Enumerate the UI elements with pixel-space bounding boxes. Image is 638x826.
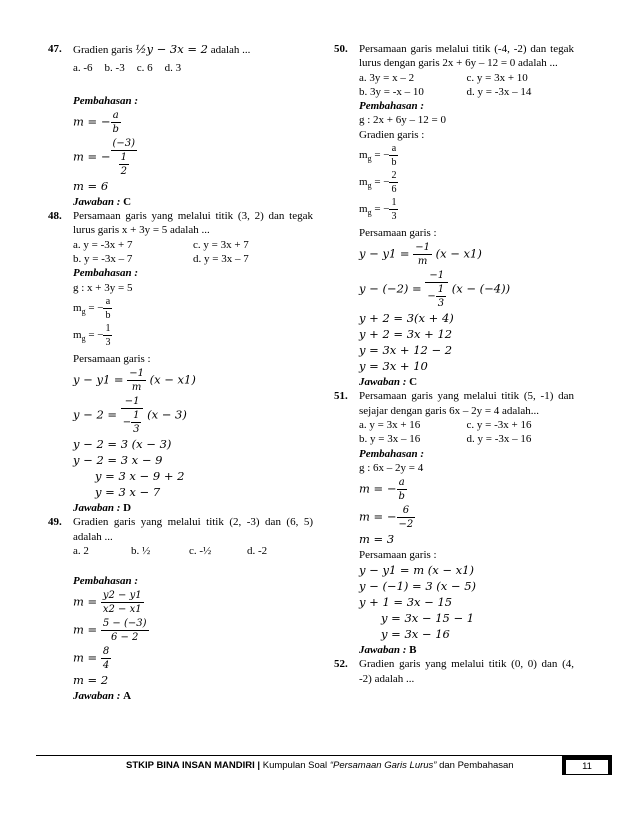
footer-text bbox=[126, 760, 514, 771]
persamaan-heading: Persamaan garis : bbox=[359, 227, 437, 240]
solution-step: y − y1 = $\frac{-1}{m}$ (x − x1) bbox=[73, 368, 196, 394]
solution-step: y = 3 x − 9 + 2 bbox=[95, 469, 185, 484]
options bbox=[73, 544, 313, 558]
pembahasan-heading: Pembahasan : bbox=[73, 94, 139, 107]
option: d. y = -3x – 14 bbox=[466, 85, 532, 98]
page-number: 11 bbox=[566, 760, 608, 774]
solution-step: m = − $\frac{(-3)}{\frac{1}{2}}$ bbox=[73, 137, 136, 177]
solution-step: m = 3 bbox=[359, 532, 395, 547]
option: b. y = -3x – 7 bbox=[73, 253, 133, 266]
jawaban: Jawaban : D bbox=[73, 501, 132, 514]
right-column bbox=[334, 42, 574, 686]
solution-step: m = $\frac{y2 - y1}{x2 - x1}$ bbox=[73, 590, 142, 616]
footer-title: “Persamaan Garis Lurus” bbox=[329, 760, 437, 771]
solution-step: y + 2 = 3(x + 4) bbox=[359, 311, 454, 326]
footer-separator: | bbox=[254, 760, 263, 771]
question-stem: Persamaan garis yang melalui titik (3, 2) dan tegak lurus garis x + 3y = 5 adalah ... bbox=[73, 210, 313, 237]
solution-step: y = 3x − 16 bbox=[381, 627, 450, 642]
option: a. y = -3x + 7 bbox=[73, 238, 133, 251]
solution-step: y − y1 = m (x − x1) bbox=[359, 563, 474, 578]
question-stem-end: adalah ... bbox=[210, 44, 251, 56]
question-49 bbox=[48, 515, 313, 544]
solution-step: y − 2 = 3 (x − 3) bbox=[73, 437, 172, 452]
solution-step: m = $\frac{8}{4}$ bbox=[73, 646, 110, 672]
question-number: 49. bbox=[48, 516, 62, 529]
persamaan-heading: Persamaan garis : bbox=[73, 352, 151, 365]
solution-step: y = 3x + 12 − 2 bbox=[359, 343, 453, 358]
question-number: 47. bbox=[48, 43, 62, 55]
question-number: 50. bbox=[334, 43, 348, 55]
given-line: g : x + 3y = 5 bbox=[73, 281, 133, 294]
jawaban: Jawaban : A bbox=[73, 690, 132, 703]
gradient-step: $m_g$ = − $\frac{1}{3}$ bbox=[359, 197, 397, 223]
footer-post: dan Pembahasan bbox=[436, 760, 514, 771]
page-number-box bbox=[562, 756, 612, 775]
solution-step: m = 6 bbox=[73, 178, 109, 193]
question-stem: Gradien garis bbox=[73, 44, 133, 56]
question-48 bbox=[48, 209, 313, 238]
solution-step: m = − $\frac{6}{-2}$ bbox=[359, 505, 414, 531]
page-footer bbox=[36, 755, 612, 779]
option: a. y = 3x + 16 bbox=[359, 419, 421, 432]
footer-pre: Kumpulan Soal bbox=[262, 760, 330, 771]
option: c. -½ bbox=[189, 544, 212, 557]
solution-step: y + 1 = 3x − 15 bbox=[359, 595, 453, 610]
pembahasan-heading: Pembahasan : bbox=[359, 100, 425, 113]
option: d. 3 bbox=[164, 62, 182, 75]
gradient-step: $m_g$ = − $\frac{a}{b}$ bbox=[73, 295, 111, 321]
jawaban: Jawaban : C bbox=[359, 376, 418, 389]
given-line: g : 2x + 6y – 12 = 0 bbox=[359, 114, 446, 127]
question-50 bbox=[334, 42, 574, 71]
footer-school: STKIP BINA INSAN MANDIRI bbox=[126, 760, 255, 771]
question-47 bbox=[48, 42, 313, 57]
option: c. y = 3x + 7 bbox=[193, 238, 249, 251]
options bbox=[359, 71, 574, 100]
question-51 bbox=[334, 389, 574, 418]
question-stem: Persamaan garis melalui titik (-4, -2) dan tegak lurus dengan garis 2x + 6y – 12 = 0 adalah ... bbox=[359, 43, 574, 70]
solution-step: m = $\frac{5 - (-3)}{6 - 2}$ bbox=[73, 618, 147, 644]
solution-step: y − y1 = $\frac{-1}{m}$ (x − x1) bbox=[359, 242, 482, 268]
solution-step: y − (−1) = 3 (x − 5) bbox=[359, 579, 477, 594]
option: b. ½ bbox=[131, 544, 151, 557]
option: c. 6 bbox=[136, 62, 153, 75]
solution-step: y − 2 = 3 x − 9 bbox=[73, 453, 163, 468]
solution-step: y = 3x + 10 bbox=[359, 359, 428, 374]
question-stem: Gradien garis yang melalui titik (0, 0) dan (4, -2) adalah ... bbox=[359, 658, 574, 685]
option: c. y = 3x + 10 bbox=[466, 71, 528, 84]
gradient-step: $m_g$ = − $\frac{1}{3}$ bbox=[73, 322, 111, 348]
equation: ½y − 3x = 2 bbox=[135, 42, 208, 56]
gradien-heading: Gradien garis : bbox=[359, 128, 425, 141]
solution-step: y − (−2) = −1 − $\frac{1}{3}$ (x − (−4)) bbox=[359, 270, 511, 310]
option: b. 3y = -x – 10 bbox=[359, 85, 424, 98]
question-stem: Persamaan garis yang melalui titik (5, -1) dan sejajar dengan garis 6x – 2y = 4 adalah... bbox=[359, 390, 574, 417]
option: a. 2 bbox=[73, 544, 89, 557]
options bbox=[73, 61, 313, 75]
solution-step: y = 3x − 15 − 1 bbox=[381, 611, 475, 626]
options bbox=[73, 238, 313, 267]
persamaan-heading: Persamaan garis : bbox=[359, 549, 437, 562]
question-number: 48. bbox=[48, 210, 62, 223]
gradient-step: $m_g$ = − $\frac{a}{b}$ bbox=[359, 143, 397, 169]
option: b. -3 bbox=[104, 62, 125, 75]
question-stem: Gradien garis yang melalui titik (2, -3) dan (6, 5) adalah ... bbox=[73, 516, 313, 543]
jawaban: Jawaban : C bbox=[73, 195, 132, 208]
question-number: 51. bbox=[334, 390, 348, 403]
jawaban: Jawaban : B bbox=[359, 644, 417, 657]
pembahasan-heading: Pembahasan : bbox=[359, 447, 425, 460]
option: d. y = 3x – 7 bbox=[193, 253, 249, 266]
given-line: g : 6x – 2y = 4 bbox=[359, 461, 424, 474]
option: a. 3y = x – 2 bbox=[359, 71, 415, 84]
question-52 bbox=[334, 657, 574, 686]
pembahasan-heading: Pembahasan : bbox=[73, 267, 139, 280]
solution-step: y − 2 = −1 − $\frac{1}{3}$ (x − 3) bbox=[73, 396, 187, 436]
solution-step: m = − $\frac{a}{b}$ bbox=[73, 109, 119, 135]
gradient-step: $m_g$ = − $\frac{2}{6}$ bbox=[359, 170, 397, 196]
option: d. y = -3x – 16 bbox=[466, 433, 532, 446]
pembahasan-heading: Pembahasan : bbox=[73, 575, 139, 588]
solution-step: m = − $\frac{a}{b}$ bbox=[359, 477, 405, 503]
option: a. -6 bbox=[73, 62, 93, 75]
solution-step: y = 3 x − 7 bbox=[95, 485, 161, 500]
options bbox=[359, 418, 574, 447]
solution-step: y + 2 = 3x + 12 bbox=[359, 327, 453, 342]
option: d. -2 bbox=[247, 544, 268, 557]
question-number: 52. bbox=[334, 658, 348, 671]
solution-step: m = 2 bbox=[73, 673, 109, 688]
left-column bbox=[48, 42, 313, 704]
option: c. y = -3x + 16 bbox=[466, 419, 532, 432]
option: b. y = 3x – 16 bbox=[359, 433, 421, 446]
